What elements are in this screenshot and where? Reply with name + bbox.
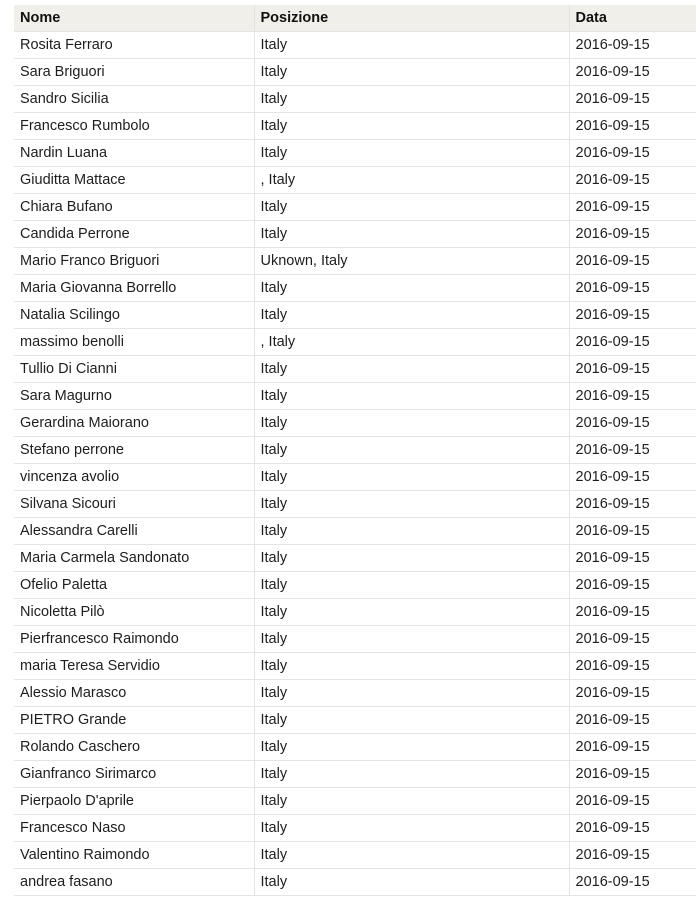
name-cell: Francesco Naso	[14, 814, 254, 841]
date-cell: 2016-09-15	[569, 652, 696, 679]
name-cell: andrea fasano	[14, 868, 254, 895]
date-cell: 2016-09-15	[569, 58, 696, 85]
date-cell: 2016-09-15	[569, 247, 696, 274]
table-row[interactable]	[14, 544, 696, 571]
date-cell: 2016-09-15	[569, 544, 696, 571]
table-row[interactable]	[14, 139, 696, 166]
table-row[interactable]	[14, 193, 696, 220]
date-cell: 2016-09-15	[569, 841, 696, 868]
date-cell: 2016-09-15	[569, 571, 696, 598]
date-cell: 2016-09-15	[569, 598, 696, 625]
table-header	[14, 5, 696, 31]
name-cell: Sara Magurno	[14, 382, 254, 409]
location-cell: , Italy	[254, 166, 569, 193]
name-cell: Sara Briguori	[14, 58, 254, 85]
table-row[interactable]	[14, 598, 696, 625]
name-cell: PIETRO Grande	[14, 706, 254, 733]
name-cell: Maria Giovanna Borrello	[14, 274, 254, 301]
name-cell: Rosita Ferraro	[14, 31, 254, 58]
date-cell: 2016-09-15	[569, 706, 696, 733]
table-row[interactable]	[14, 652, 696, 679]
date-cell: 2016-09-15	[569, 409, 696, 436]
name-cell: Pierpaolo D'aprile	[14, 787, 254, 814]
table-row[interactable]	[14, 760, 696, 787]
name-cell: Stefano perrone	[14, 436, 254, 463]
location-cell: Italy	[254, 85, 569, 112]
location-cell: Italy	[254, 571, 569, 598]
date-cell: 2016-09-15	[569, 760, 696, 787]
name-cell: Chiara Bufano	[14, 193, 254, 220]
date-cell: 2016-09-15	[569, 85, 696, 112]
date-cell: 2016-09-15	[569, 436, 696, 463]
name-cell: Francesco Rumbolo	[14, 112, 254, 139]
date-cell: 2016-09-15	[569, 625, 696, 652]
table-row[interactable]	[14, 868, 696, 895]
table-row[interactable]	[14, 220, 696, 247]
name-cell: Tullio Di Cianni	[14, 355, 254, 382]
name-cell: Silvana Sicouri	[14, 490, 254, 517]
name-cell: Alessandra Carelli	[14, 517, 254, 544]
location-cell: Italy	[254, 193, 569, 220]
name-cell: Candida Perrone	[14, 220, 254, 247]
name-cell: Nardin Luana	[14, 139, 254, 166]
date-cell: 2016-09-15	[569, 679, 696, 706]
date-cell: 2016-09-15	[569, 868, 696, 895]
table-row[interactable]	[14, 679, 696, 706]
location-cell: Italy	[254, 31, 569, 58]
location-cell: Uknown, Italy	[254, 247, 569, 274]
location-cell: Italy	[254, 517, 569, 544]
column-header-posizione[interactable]: Posizione	[254, 5, 569, 31]
location-cell: Italy	[254, 409, 569, 436]
date-cell: 2016-09-15	[569, 733, 696, 760]
date-cell: 2016-09-15	[569, 787, 696, 814]
table-row[interactable]	[14, 625, 696, 652]
location-cell: Italy	[254, 814, 569, 841]
table-row[interactable]	[14, 166, 696, 193]
location-cell: Italy	[254, 274, 569, 301]
date-cell: 2016-09-15	[569, 328, 696, 355]
date-cell: 2016-09-15	[569, 301, 696, 328]
name-cell: massimo benolli	[14, 328, 254, 355]
table-row[interactable]	[14, 301, 696, 328]
table-row[interactable]	[14, 112, 696, 139]
location-cell: Italy	[254, 301, 569, 328]
location-cell: Italy	[254, 706, 569, 733]
date-cell: 2016-09-15	[569, 193, 696, 220]
table-row[interactable]	[14, 274, 696, 301]
table-row[interactable]	[14, 328, 696, 355]
name-cell: Valentino Raimondo	[14, 841, 254, 868]
column-header-nome[interactable]: Nome	[14, 5, 254, 31]
location-cell: Italy	[254, 436, 569, 463]
location-cell: Italy	[254, 112, 569, 139]
name-cell: Maria Carmela Sandonato	[14, 544, 254, 571]
date-cell: 2016-09-15	[569, 112, 696, 139]
table-row[interactable]	[14, 733, 696, 760]
date-cell: 2016-09-15	[569, 517, 696, 544]
location-cell: Italy	[254, 733, 569, 760]
members-table-container	[14, 5, 696, 896]
date-cell: 2016-09-15	[569, 382, 696, 409]
location-cell: Italy	[254, 220, 569, 247]
date-cell: 2016-09-15	[569, 814, 696, 841]
date-cell: 2016-09-15	[569, 490, 696, 517]
location-cell: Italy	[254, 652, 569, 679]
name-cell: Natalia Scilingo	[14, 301, 254, 328]
name-cell: Pierfrancesco Raimondo	[14, 625, 254, 652]
table-row[interactable]	[14, 409, 696, 436]
date-cell: 2016-09-15	[569, 220, 696, 247]
table-row[interactable]	[14, 355, 696, 382]
table-row[interactable]	[14, 814, 696, 841]
date-cell: 2016-09-15	[569, 166, 696, 193]
table-row[interactable]	[14, 31, 696, 58]
name-cell: Mario Franco Briguori	[14, 247, 254, 274]
table-row[interactable]	[14, 706, 696, 733]
members-table	[14, 5, 696, 896]
location-cell: Italy	[254, 787, 569, 814]
name-cell: Alessio Marasco	[14, 679, 254, 706]
name-cell: Gianfranco Sirimarco	[14, 760, 254, 787]
name-cell: Gerardina Maiorano	[14, 409, 254, 436]
date-cell: 2016-09-15	[569, 31, 696, 58]
table-row[interactable]	[14, 463, 696, 490]
table-row[interactable]	[14, 436, 696, 463]
table-row[interactable]	[14, 490, 696, 517]
table-row[interactable]	[14, 841, 696, 868]
table-body	[14, 31, 696, 895]
date-cell: 2016-09-15	[569, 463, 696, 490]
column-header-data[interactable]: Data	[575, 9, 607, 26]
location-cell: Italy	[254, 760, 569, 787]
table-row[interactable]	[14, 247, 696, 274]
name-cell: maria Teresa Servidio	[14, 652, 254, 679]
location-cell: Italy	[254, 679, 569, 706]
location-cell: Italy	[254, 463, 569, 490]
location-cell: Italy	[254, 382, 569, 409]
date-cell: 2016-09-15	[569, 274, 696, 301]
location-cell: Italy	[254, 355, 569, 382]
name-cell: Rolando Caschero	[14, 733, 254, 760]
date-cell: 2016-09-15	[569, 139, 696, 166]
name-cell: Giuditta Mattace	[14, 166, 254, 193]
location-cell: Italy	[254, 868, 569, 895]
location-cell: Italy	[254, 625, 569, 652]
table-row[interactable]	[14, 382, 696, 409]
header-row	[14, 5, 696, 31]
name-cell: vincenza avolio	[14, 463, 254, 490]
location-cell: , Italy	[254, 328, 569, 355]
name-cell: Ofelio Paletta	[14, 571, 254, 598]
location-cell: Italy	[254, 139, 569, 166]
date-cell: 2016-09-15	[569, 355, 696, 382]
table-row[interactable]	[14, 571, 696, 598]
name-cell: Sandro Sicilia	[14, 85, 254, 112]
location-cell: Italy	[254, 841, 569, 868]
location-cell: Italy	[254, 544, 569, 571]
table-row[interactable]	[14, 787, 696, 814]
location-cell: Italy	[254, 58, 569, 85]
table-row[interactable]	[14, 517, 696, 544]
location-cell: Italy	[254, 490, 569, 517]
table-row[interactable]	[14, 85, 696, 112]
location-cell: Italy	[254, 598, 569, 625]
table-row[interactable]	[14, 58, 696, 85]
name-cell: Nicoletta Pilò	[14, 598, 254, 625]
